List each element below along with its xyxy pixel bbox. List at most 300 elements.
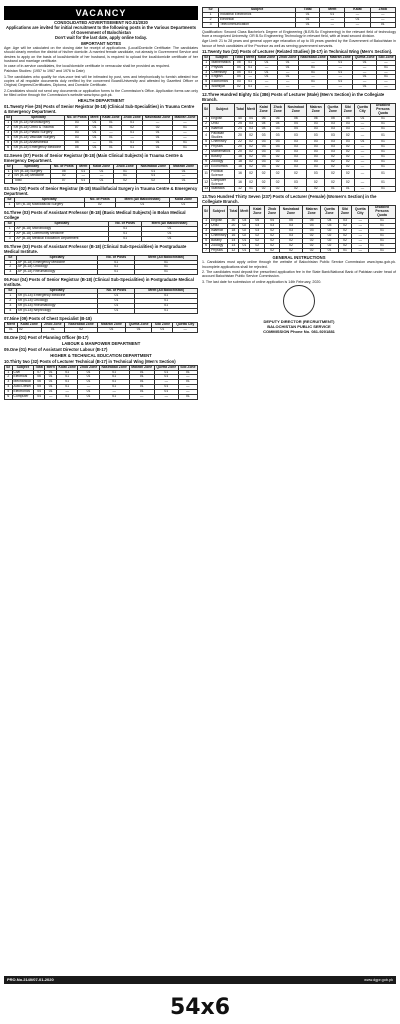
table-header-cell: Zhob Zone xyxy=(123,115,141,120)
table-cell: 02 xyxy=(285,169,307,178)
table-cell: — xyxy=(354,126,370,131)
table-cell: 2 xyxy=(5,231,15,236)
right-column xyxy=(202,6,396,984)
table-cell: 2 xyxy=(203,224,210,229)
table-header-cell: Disabled Persons Quota xyxy=(371,104,396,117)
table-cell: 01 xyxy=(89,135,101,140)
table-cell: 01 xyxy=(296,12,320,17)
table-header-cell: Specialty xyxy=(15,222,109,227)
table-cell: 1 xyxy=(5,370,13,375)
table-cell: 03 xyxy=(271,150,285,155)
table-cell: 04 xyxy=(233,65,244,70)
table-header-cell: Merit (All Balochistan) xyxy=(116,198,170,203)
table-cell: 4 xyxy=(203,233,210,238)
table-cell: 01 xyxy=(341,187,354,192)
signature-phone: COMMISSION Phone No. 081-9201881 xyxy=(263,328,335,334)
table-cell: 4 xyxy=(5,135,12,140)
table-header-cell: Subject xyxy=(210,104,235,117)
table-cell: 02 xyxy=(307,178,325,187)
table-cell: 01 xyxy=(56,395,77,400)
posts-table xyxy=(4,288,198,314)
table-header-cell: No. of Posts xyxy=(98,255,135,260)
table-cell: 01 xyxy=(122,140,143,145)
table-row xyxy=(5,236,198,241)
table-cell: 04 xyxy=(257,126,271,131)
table-cell: — xyxy=(100,130,121,135)
table-header-cell: S# xyxy=(6,364,11,369)
table-header-cell: Sibi Zone xyxy=(152,322,173,327)
table-cell: 01 xyxy=(129,370,154,375)
table-cell: — xyxy=(90,174,114,179)
table-cell: Chemistry xyxy=(210,140,235,145)
table-cell: — xyxy=(129,395,154,400)
table-cell: 01 xyxy=(345,17,370,22)
table-cell: Urdu xyxy=(210,224,228,229)
table-cell: 01 xyxy=(298,65,328,70)
table-cell: — xyxy=(376,80,395,85)
table-cell: 02 xyxy=(245,164,256,169)
table-cell: 1 xyxy=(203,116,210,121)
table-cell: 02 xyxy=(271,169,285,178)
table-cell: 01 xyxy=(328,70,353,75)
table-header-cell: Quetta City xyxy=(354,104,370,117)
table-cell: — xyxy=(154,395,178,400)
table-cell: Electrical xyxy=(12,375,33,380)
table-header-cell: Quetta Zone xyxy=(354,54,375,59)
table-cell: Computer Science xyxy=(210,178,235,187)
table-cell: 01 xyxy=(100,145,121,150)
table-cell: 01 xyxy=(354,116,370,121)
table-cell: — xyxy=(298,85,328,90)
table-cell: English xyxy=(210,219,228,224)
table-cell: 03 xyxy=(250,228,265,233)
table-cell: — xyxy=(370,17,395,22)
table-cell: 8 xyxy=(203,155,210,160)
table-cell: 03 xyxy=(341,121,354,126)
table-cell: 02 xyxy=(341,160,354,165)
table-header-cell: S# xyxy=(5,164,13,169)
table-cell: 03 xyxy=(341,126,354,131)
ad-size-label: 54x6 xyxy=(169,995,231,1020)
footer-website: www.dgpr.gob.pk xyxy=(364,978,393,982)
table-cell: 02 xyxy=(245,178,256,187)
table-cell: 02 xyxy=(245,169,256,178)
table-cell: 03 xyxy=(325,126,342,131)
table-cell: 02 xyxy=(233,85,244,90)
table-cell: 01 xyxy=(244,80,256,85)
table-header-row xyxy=(203,104,396,117)
table-cell: 02 xyxy=(257,169,271,178)
table-cell: — xyxy=(328,65,353,70)
table-cell: 01 xyxy=(369,248,396,253)
table-cell: 01 xyxy=(99,375,129,380)
table-cell: 01 xyxy=(98,299,135,304)
table-cell: Telecommunication xyxy=(219,22,296,27)
table-cell: 6 xyxy=(5,145,12,150)
table-row xyxy=(5,203,198,208)
table-cell: 01 xyxy=(129,375,154,380)
table-cell: 02 xyxy=(51,174,77,179)
table-cell: 03 xyxy=(250,224,265,229)
table-cell: 01 xyxy=(298,80,328,85)
table-cell: 01 xyxy=(122,121,143,126)
table-cell: 9 xyxy=(203,160,210,165)
table-cell: 6 xyxy=(203,145,210,150)
table-cell: 18 xyxy=(235,164,246,169)
table-header-cell: Merit xyxy=(46,364,55,369)
table-header-cell: Specialty xyxy=(13,164,51,169)
table-cell: 3 xyxy=(203,126,210,131)
table-cell: 02 xyxy=(338,224,352,229)
table-header-cell: Disabled Persons Quota xyxy=(369,206,396,219)
table-cell: 01 xyxy=(277,75,298,80)
table-row xyxy=(5,395,198,400)
table-cell: 06 xyxy=(285,116,307,121)
table-cell: SR (B-18) Rheumatology xyxy=(16,304,98,309)
table-cell: 14 xyxy=(228,238,239,243)
table-header-cell: Quetta Zone xyxy=(325,104,342,117)
table-cell: 05 xyxy=(250,219,265,224)
table-cell: Mechanical xyxy=(12,380,33,385)
table-cell: 06 xyxy=(33,380,44,385)
instruction-paragraph: 3. The last date for submission of online application is 14th February, 2020. xyxy=(202,279,322,284)
table-cell: — xyxy=(77,174,90,179)
table-cell: 25 xyxy=(235,121,246,126)
table-header-cell: Nasirabad Zone xyxy=(280,206,303,219)
table-cell: 16 xyxy=(228,233,239,238)
signature-title: DEPUTY DIRECTOR (RECRUITMENT) xyxy=(263,318,335,324)
table-cell: 02 xyxy=(302,248,320,253)
table-cell: Mathematics xyxy=(210,60,233,65)
table-cell: 2 xyxy=(203,121,210,126)
table-cell: — xyxy=(277,85,298,90)
table-cell: — xyxy=(172,121,197,126)
table-header-cell: Specialty xyxy=(12,116,65,121)
table-header-cell: Makran Zone xyxy=(129,365,154,370)
item-title: 03.Two (02) Posts of Senior Registrar (B-18) Maxillofacial Surgery in Trauma Centre & Emergency Department. xyxy=(4,186,198,197)
table-cell: 02 xyxy=(245,150,256,155)
table-cell: — xyxy=(172,135,197,140)
table-cell: — xyxy=(256,85,277,90)
table-cell: 03 xyxy=(257,164,271,169)
table-cell: 18 xyxy=(235,155,246,160)
table-cell: — xyxy=(244,75,256,80)
left-column xyxy=(4,6,198,984)
table-cell: 01 xyxy=(277,65,298,70)
table-cell: 02 xyxy=(325,169,342,178)
table-cell: — xyxy=(352,248,369,253)
table-header-cell: Makran Zone xyxy=(329,54,351,59)
table-cell: 01 xyxy=(45,390,57,395)
table-cell: 02 xyxy=(245,131,256,140)
table-cell: 01 xyxy=(78,395,99,400)
table-cell: 03 xyxy=(239,219,250,224)
table-cell: Pakistan Studies xyxy=(210,131,235,140)
table-cell: 01 xyxy=(239,248,250,253)
table-cell: 01 xyxy=(369,228,396,233)
table-cell: 03 xyxy=(280,228,303,233)
table-cell xyxy=(5,179,13,184)
table-cell: Islamiat xyxy=(210,228,228,233)
note-paragraph: 2.Candidates should not send any documents or application forms to the Commission's Office. Application forms can only be filled online through the Commission's website www.bpsc.gob.pk. xyxy=(4,88,198,97)
table-cell: 01 xyxy=(338,248,352,253)
table-header-cell: S# xyxy=(204,54,209,59)
table-cell: 03 xyxy=(245,121,256,126)
table-cell: 02 xyxy=(265,248,280,253)
table-row xyxy=(203,169,396,178)
table-header-cell: Quetta Zone xyxy=(154,365,178,370)
table-cell: 02 xyxy=(250,243,265,248)
table-header-cell: Kalat Zone xyxy=(250,206,265,219)
table-cell: 02 xyxy=(250,233,265,238)
table-cell: 6 xyxy=(5,395,13,400)
table-header-cell: Makran Zone xyxy=(172,116,197,121)
table-header-cell: Specialty xyxy=(14,198,84,203)
table-cell: 03 xyxy=(325,145,342,150)
table-cell: — xyxy=(78,385,99,390)
table-cell: 03 xyxy=(325,150,342,155)
table-cell: SR (B-18) Medicine xyxy=(13,174,51,179)
table-cell: — xyxy=(354,121,370,126)
table-cell: 01 xyxy=(170,179,198,184)
table-cell: 01 xyxy=(277,60,298,65)
table-cell: 01 xyxy=(154,390,178,395)
table-cell: 02 xyxy=(265,228,280,233)
table-cell: 02 xyxy=(341,150,354,155)
table-cell: 01 xyxy=(135,294,198,299)
table-cell: 03 xyxy=(325,140,342,145)
table-cell: 01 xyxy=(371,155,396,160)
table-header-cell: Kalat Zone xyxy=(169,198,197,203)
table-cell: 03 xyxy=(271,145,285,150)
table-cell: — xyxy=(354,164,370,169)
table-cell: 01 xyxy=(369,233,396,238)
table-cell: 05 xyxy=(302,219,320,224)
table-cell: 05 xyxy=(325,116,342,121)
table-cell: AP (B-18) Rheumatology xyxy=(16,270,98,275)
qualification-paragraph: Qualification: Second Class Bachelor's Degree of Engineering (B.E/B.Sc Engineering) in the relevant field of technology from a recognized University, OR B.Sc Engineering Technology in relevant field, with at least second division. xyxy=(202,29,396,38)
table-cell: 01 xyxy=(143,135,173,140)
note-paragraph: In case of in-service candidates, the local/domicile certificate in vernacular shall be provided as required. xyxy=(4,64,170,69)
table-cell: 01 xyxy=(256,75,277,80)
table-cell: 02 xyxy=(341,131,354,140)
table-cell: 01 xyxy=(172,126,197,131)
table-cell: 02 xyxy=(245,160,256,165)
table-cell: 03 xyxy=(307,140,325,145)
table-cell: 02 xyxy=(17,327,41,332)
table-cell: 06 xyxy=(271,116,285,121)
table-cell: 30 xyxy=(228,219,239,224)
table-cell: SR (B-18) Nephrology xyxy=(16,308,98,313)
table-cell: Civil xyxy=(12,370,33,375)
table-cell: 02 xyxy=(245,155,256,160)
table-cell: 01 xyxy=(296,22,320,27)
table-cell: 03 xyxy=(285,150,307,155)
table-cell: 01 xyxy=(256,60,277,65)
table-cell: 01 xyxy=(154,370,178,375)
table-header-cell: Zhob Zone xyxy=(279,54,297,59)
item-title: 08.One (01) Post of Planning Officer (B-17) xyxy=(4,334,89,340)
table-cell: 01 xyxy=(98,260,135,265)
table-cell: 02 xyxy=(245,140,256,145)
table-cell: 02 xyxy=(271,164,285,169)
table-cell: 01 xyxy=(239,238,250,243)
table-cell: 01 xyxy=(100,135,121,140)
table-header-cell: Nasirabad Zone xyxy=(137,164,170,169)
table-cell: 01 xyxy=(135,260,198,265)
table-cell: 01 xyxy=(142,236,198,241)
table-cell: 01 xyxy=(122,130,143,135)
table-cell: — xyxy=(328,85,353,90)
table-cell: 01 xyxy=(129,385,154,390)
table-cell: 2 xyxy=(5,126,12,131)
table-cell: 6 xyxy=(203,243,210,248)
table-cell: 01 xyxy=(376,65,395,70)
table-row xyxy=(203,187,396,192)
table-cell: 03 xyxy=(307,160,325,165)
table-cell: — xyxy=(277,80,298,85)
table-cell: — xyxy=(178,390,197,395)
table-header-cell: Nasirabad Zone xyxy=(143,116,173,121)
table-cell: 07 xyxy=(65,126,89,131)
table-header-cell: Makran Zone xyxy=(307,104,325,117)
table-cell: Islamiat xyxy=(210,126,235,131)
table-cell: SR (B-18) Maxillofacial Surgery xyxy=(14,203,84,208)
vacancy-banner: VACANCY xyxy=(4,6,198,20)
table-cell: 01 xyxy=(371,160,396,165)
posts-table xyxy=(202,103,396,192)
table-cell: 3 xyxy=(5,130,12,135)
table-cell: 5 xyxy=(203,140,210,145)
table-cell: 02 xyxy=(84,203,116,208)
table-cell: 01 xyxy=(78,390,99,395)
table-cell: 03 xyxy=(271,140,285,145)
table-cell: 01 xyxy=(77,179,90,184)
table-cell: 05 xyxy=(33,385,44,390)
table-cell: 04 xyxy=(271,121,285,126)
table-cell: Zoology xyxy=(210,243,228,248)
table-cell: 2 xyxy=(5,299,17,304)
table-header-cell: Subject xyxy=(210,55,233,60)
table-cell: 02 xyxy=(321,228,338,233)
table-row xyxy=(203,85,396,90)
table-cell: 01 xyxy=(89,130,101,135)
table-header-cell: Merit xyxy=(77,164,90,169)
table-cell: 1 xyxy=(5,226,15,231)
table-cell: 03 xyxy=(307,164,325,169)
table-cell: Economics xyxy=(210,164,235,169)
table-row xyxy=(5,145,198,150)
table-cell: SR (B-18) Surgery xyxy=(13,169,51,174)
table-cell: 01 xyxy=(353,75,377,80)
table-cell: 05 xyxy=(280,219,303,224)
table-cell: 04 xyxy=(265,219,280,224)
table-header-cell: Kalat Zone xyxy=(257,104,271,117)
table-header-cell: Merit xyxy=(246,54,255,59)
table-cell: — xyxy=(298,60,328,65)
table-cell: Zoology xyxy=(210,160,235,165)
intro-text: Applications are invited for initial recruitment to the following posts in the Various Departments of Government of Balochistan xyxy=(5,25,197,35)
table-cell: 14 xyxy=(228,243,239,248)
table-header-cell: No. of Posts xyxy=(109,222,142,227)
table-header-cell: Nasirabad Zone xyxy=(298,55,328,60)
footer-bar xyxy=(4,976,396,984)
table-cell: Chemistry xyxy=(210,70,233,75)
table-cell: 02 xyxy=(122,126,143,131)
table-cell: 02 xyxy=(113,179,137,184)
table-cell: Industrial Electronics xyxy=(219,12,296,17)
table-cell: 01 xyxy=(56,385,77,390)
table-cell: 5 xyxy=(203,80,210,85)
table-cell: Botany xyxy=(210,155,235,160)
table-header-cell: Kalat Zone xyxy=(90,164,114,169)
table-cell: 03 xyxy=(341,140,354,145)
table-cell: — xyxy=(345,22,370,27)
table-cell: 03 xyxy=(307,169,325,178)
table-cell: 02 xyxy=(280,243,303,248)
table-cell: 01 xyxy=(99,385,129,390)
table-header-cell: Specialty xyxy=(16,289,98,294)
table-cell: 01 xyxy=(142,226,198,231)
table-cell: — xyxy=(370,12,395,17)
table-cell: 02 xyxy=(341,169,354,178)
table-cell: — xyxy=(354,187,370,192)
table-cell: 18 xyxy=(235,160,246,165)
bpsc-logo-icon xyxy=(283,285,315,317)
table-header-cell: Sibi Zone xyxy=(378,54,394,59)
table-cell: 03 xyxy=(257,140,271,145)
table-cell: 03 xyxy=(302,224,320,229)
table-header-cell: S# xyxy=(6,115,11,120)
table-cell: — xyxy=(154,380,178,385)
table-cell: 01 xyxy=(354,140,370,145)
table-cell: Electronics xyxy=(12,390,33,395)
education-department-title: HIGHER & TECHNICAL EDUCATION DEPARTMENT xyxy=(50,352,152,358)
table-cell: 02 xyxy=(302,238,320,243)
table-cell: 01 xyxy=(328,60,353,65)
table-cell: 2 xyxy=(203,17,219,22)
table-cell: 01 xyxy=(371,169,396,178)
table-cell: 01 xyxy=(244,85,256,90)
table-cell: 01 xyxy=(256,70,277,75)
important-notes-title: IMPORTANT NOTES xyxy=(80,41,122,46)
table-cell: 1 xyxy=(5,203,15,208)
table-cell: 01 xyxy=(100,140,121,145)
posts-table xyxy=(202,55,396,90)
table-cell: Chemistry xyxy=(211,232,227,237)
note-paragraph: 1.The candidates who qualify for viva-voce test will be intimated by post, sms and telephonically to furnish attested true copies of all requisite documents duly verified by the concerned Board/University and attested by Gazetted Officer or Original; Degrees/Certificates, Diploma, and Domicile Certificate. xyxy=(4,74,198,88)
table-cell: — xyxy=(277,70,298,75)
table-cell: 02 xyxy=(321,238,338,243)
table-cell: 02 xyxy=(265,238,280,243)
table-cell: SR (B-18) Neurosurgery xyxy=(12,121,65,126)
table-cell: Mathematics xyxy=(210,150,235,155)
note-paragraph: Pakistan Studies: (1957 to 1967 and 1976 to Date) xyxy=(4,69,85,74)
table-cell: 10 xyxy=(204,163,208,168)
table-cell: — xyxy=(354,160,370,165)
table-cell: 03 xyxy=(65,135,89,140)
table-cell: 03 xyxy=(257,145,271,150)
table-cell: 03 xyxy=(307,131,325,140)
table-cell: 02 xyxy=(321,243,338,248)
table-header-cell: Subject xyxy=(12,365,33,370)
table-cell: 01 xyxy=(45,385,57,390)
posts-table xyxy=(4,164,198,185)
table-row xyxy=(203,248,396,253)
table-cell: 01 xyxy=(178,380,197,385)
table-cell: 01 xyxy=(56,370,77,375)
table-cell: 01 xyxy=(129,390,154,395)
